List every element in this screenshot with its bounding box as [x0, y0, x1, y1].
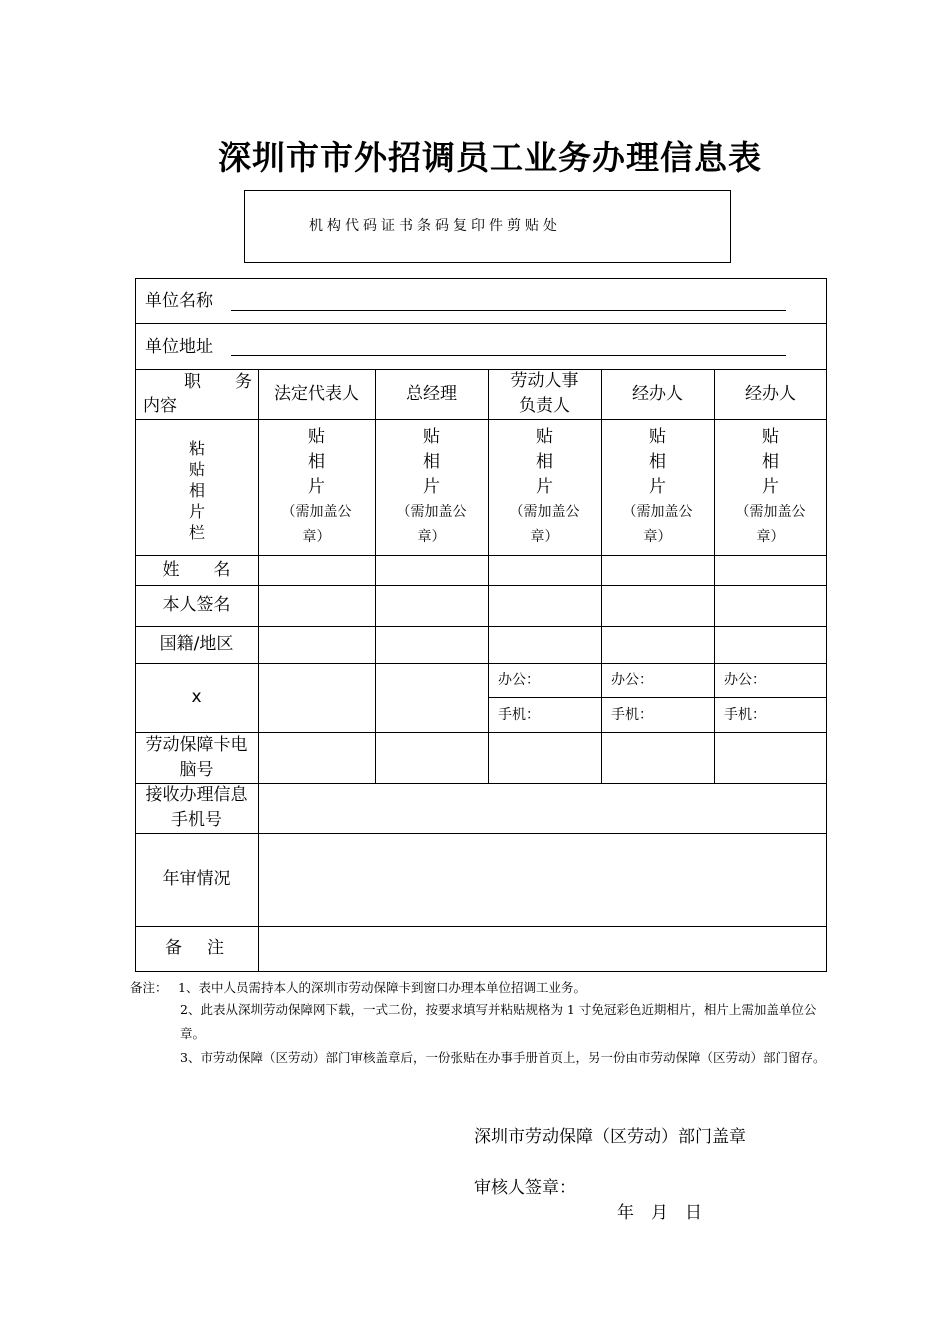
- contact-label: x: [191, 687, 202, 707]
- photo-slot-note: （需加盖公章）: [622, 503, 693, 545]
- unit-address-label: 单位地址: [145, 336, 213, 357]
- reviewer-signature-label: 审核人签章：: [474, 1178, 576, 1198]
- note-item: 3、市劳动保障（区劳动）部门审核盖章后，一份张贴在办事手册首页上，另一份由市劳动保障（区劳动）部门留存。: [180, 1050, 826, 1065]
- mobile-phone-label: 手机：: [724, 706, 766, 723]
- receive-phone-label: 接收办理信息手机号: [145, 785, 248, 830]
- office-phone-label: 办公：: [611, 672, 653, 688]
- unit-address-field[interactable]: [231, 355, 786, 356]
- photo-slot[interactable]: [488, 419, 601, 555]
- unit-name-label: 单位名称: [145, 290, 213, 311]
- info-form-table: [135, 278, 827, 972]
- role-header-cell: [135, 369, 258, 419]
- photo-slot-note: （需加盖公章）: [509, 503, 580, 545]
- row-divider: [135, 323, 827, 324]
- photo-slot-note: （需加盖公章）: [281, 503, 352, 545]
- notes-label: 备注：: [130, 980, 168, 995]
- name-label: 姓 名: [162, 559, 231, 580]
- photo-slot-text: 贴相片: [423, 426, 440, 497]
- department-stamp-label: 深圳市劳动保障（区劳动）部门盖章: [474, 1127, 746, 1147]
- remarks-label: 备 注: [165, 938, 228, 958]
- nationality-label: 国籍/地区: [159, 634, 234, 654]
- role-handler-1: 经办人: [632, 383, 683, 404]
- labor-card-label: 劳动保障卡电脑号: [145, 734, 248, 780]
- role-hr-manager: 劳动人事负责人: [510, 371, 579, 416]
- office-phone-label: 办公：: [498, 672, 540, 688]
- role-general-manager: 总经理: [406, 383, 457, 404]
- role-handler-2: 经办人: [745, 383, 796, 404]
- mobile-phone-label: 手机：: [611, 706, 653, 723]
- photo-slot-note: （需加盖公章）: [396, 503, 467, 545]
- note-item: 2、此表从深圳劳动保障网下载，一式二份，按要求填写并粘贴规格为 1 寸免冠彩色近期相片，相片上需加盖单位公章。: [180, 1002, 817, 1041]
- note-item: 1、表中人员需持本人的深圳市劳动保障卡到窗口办理本单位招调工业务。: [178, 980, 586, 995]
- date-label: 年 月 日: [617, 1203, 702, 1223]
- signature-label: 本人签名: [162, 595, 231, 615]
- role-header-top: 职 务: [184, 372, 252, 392]
- photo-slot-note: （需加盖公章）: [735, 503, 806, 545]
- role-header-bottom: 内容: [143, 396, 177, 416]
- office-phone-label: 办公：: [724, 672, 766, 688]
- photo-row-label: 粘贴相片栏: [188, 439, 205, 542]
- barcode-paste-label: 机构代码证书条码复印件剪贴处: [309, 218, 561, 234]
- table-border-bottom: [135, 971, 827, 972]
- photo-slot[interactable]: [375, 419, 488, 555]
- barcode-paste-area: [244, 190, 731, 263]
- photo-slot-text: 贴相片: [308, 426, 325, 497]
- photo-slot-text: 贴相片: [762, 426, 779, 497]
- annual-review-label: 年审情况: [162, 869, 231, 889]
- mobile-phone-label: 手机：: [498, 706, 540, 723]
- table-border-top: [135, 278, 827, 279]
- photo-slot[interactable]: [714, 419, 827, 555]
- unit-name-field[interactable]: [231, 310, 786, 311]
- page-title: 深圳市市外招调员工业务办理信息表: [218, 138, 762, 177]
- role-legal-representative: 法定代表人: [274, 383, 359, 404]
- photo-slot[interactable]: [601, 419, 714, 555]
- photo-slot-text: 贴相片: [536, 426, 553, 497]
- photo-slot-text: 贴相片: [649, 426, 666, 497]
- photo-slot[interactable]: [258, 419, 375, 555]
